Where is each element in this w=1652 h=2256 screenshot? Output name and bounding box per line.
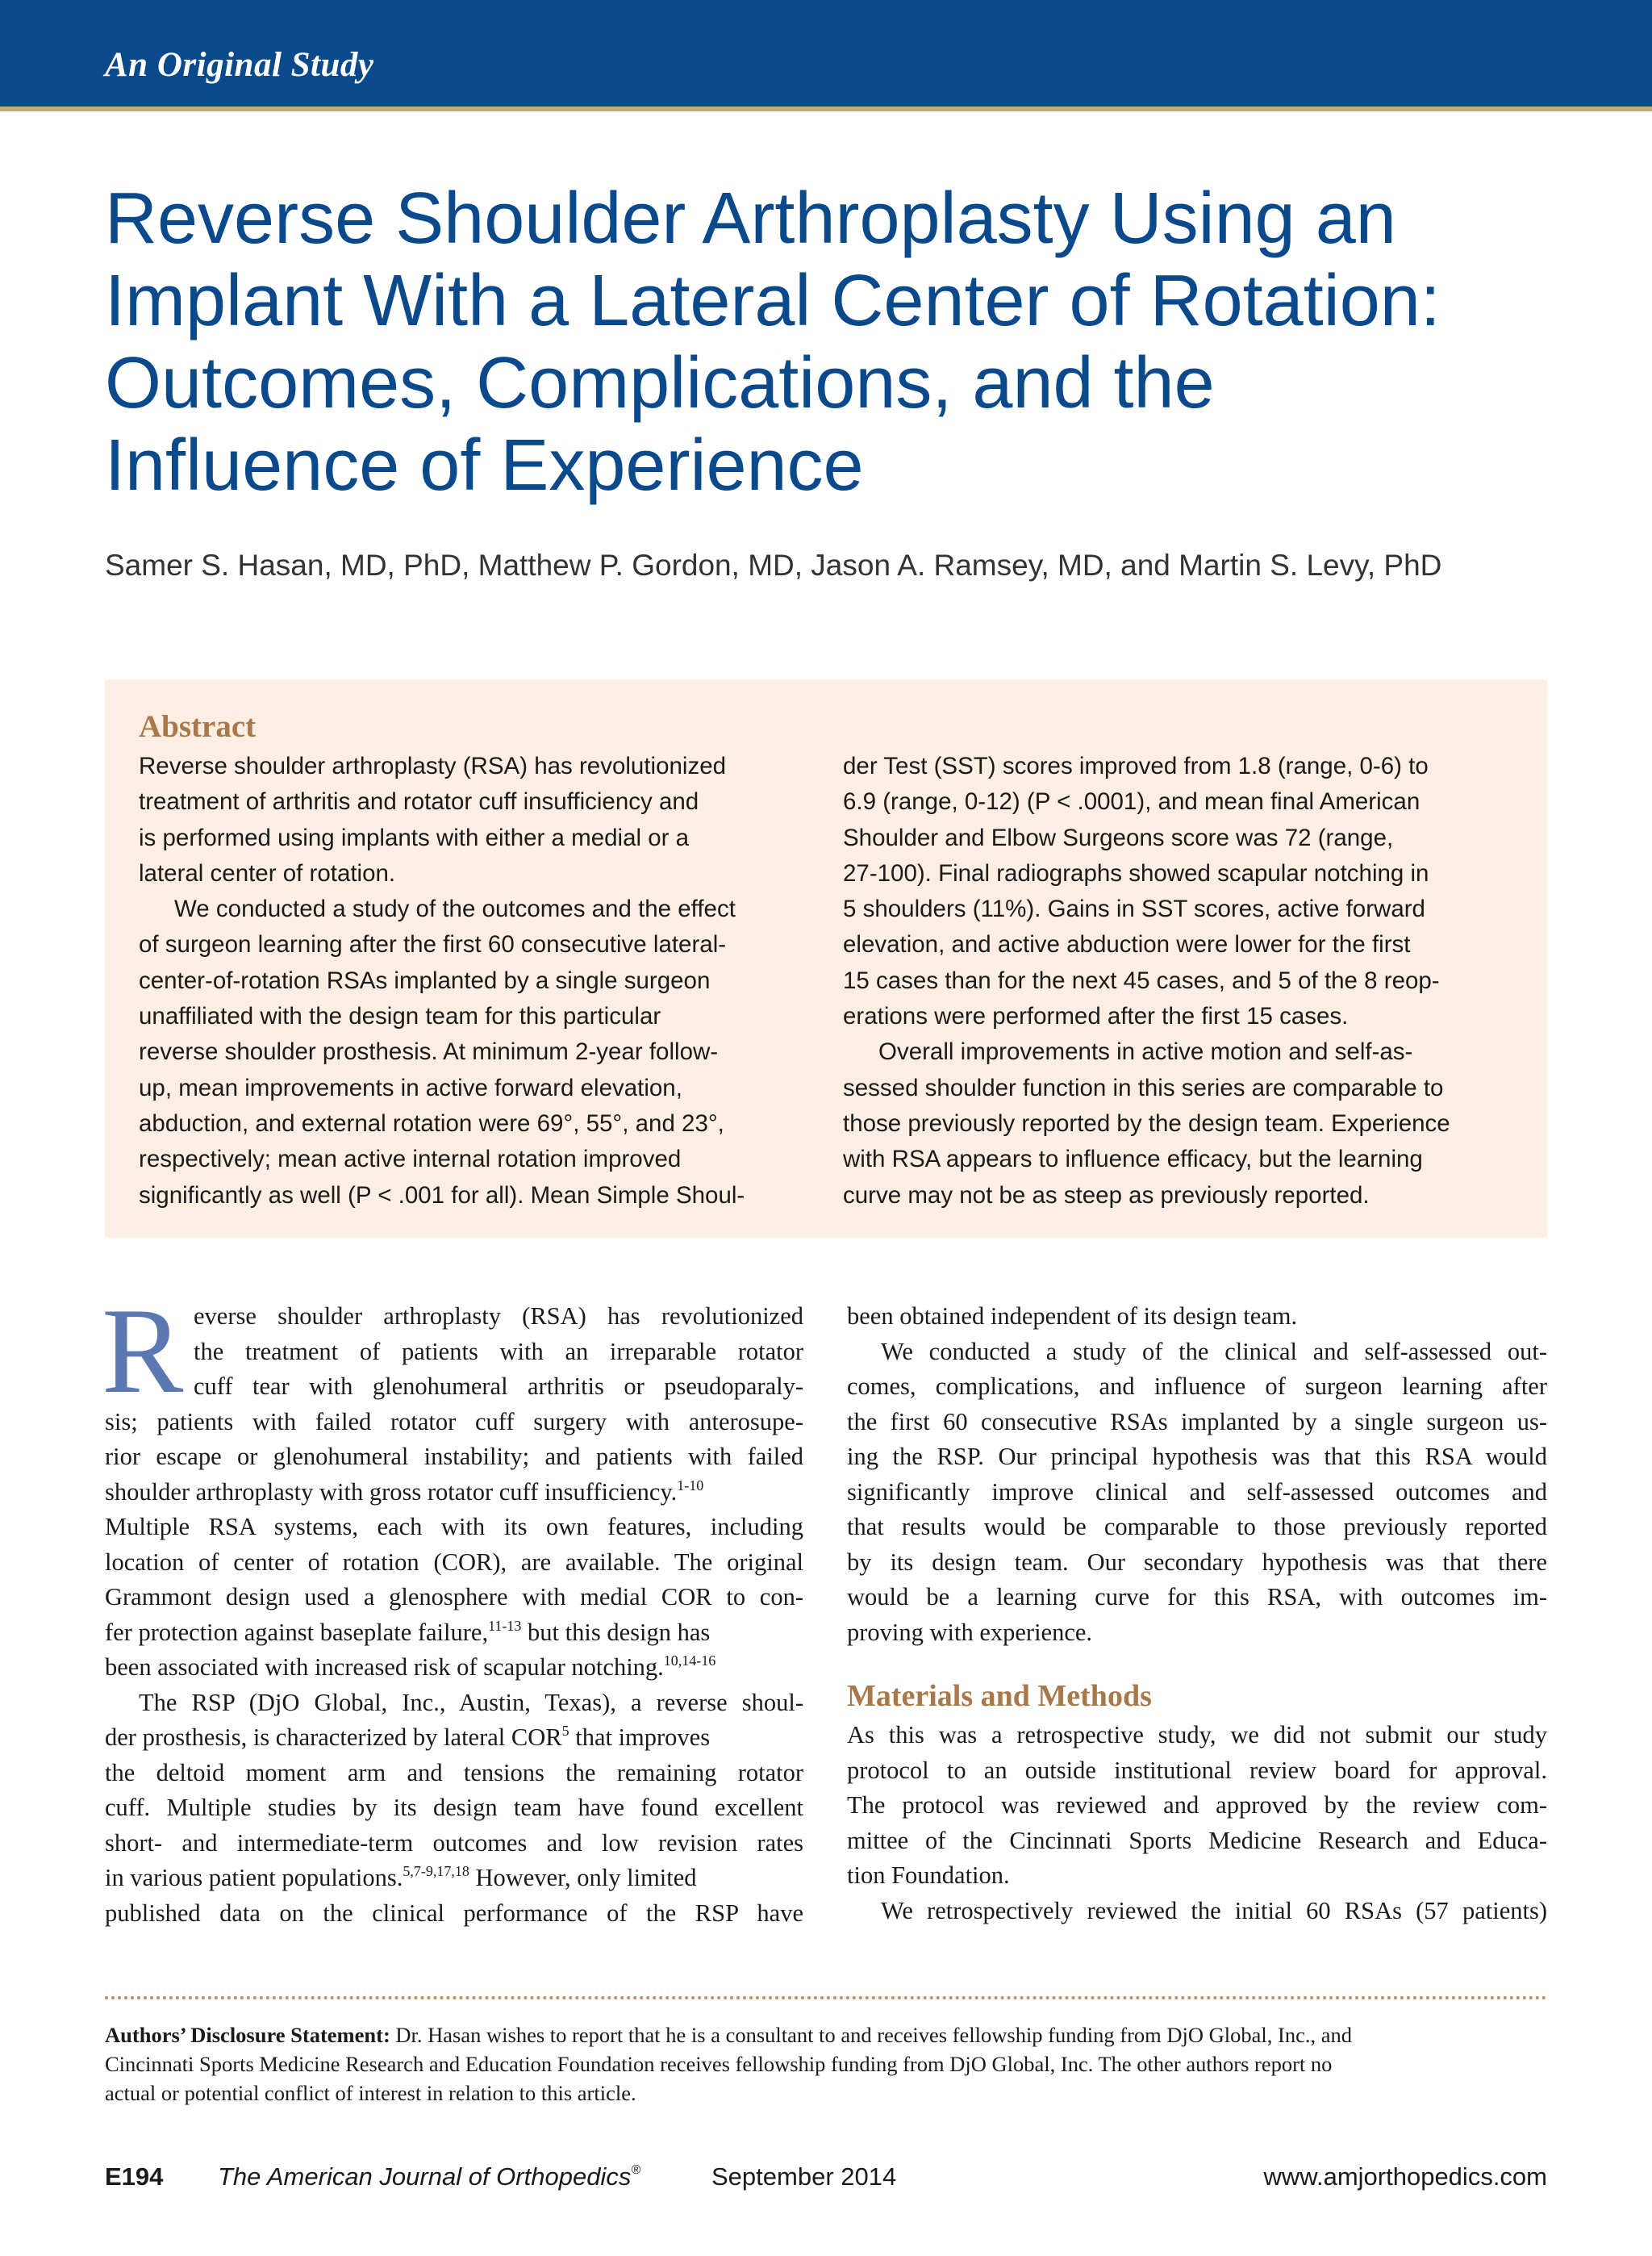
article-title <box>105 178 1573 507</box>
abstract-line: 5 shoulders (11%). Gains in SST scores, active forward <box>843 896 1425 923</box>
body-line: location of center of rotation (COR), are available. The original <box>105 1548 803 1576</box>
website-link[interactable]: www.amjorthopedics.com <box>1263 2162 1547 2191</box>
body-line: by its design team. Our secondary hypothesis was that there <box>847 1548 1547 1576</box>
abstract-line: 6.9 (range, 0-12) (P < .0001), and mean final American <box>843 788 1420 816</box>
body-text: in various patient populations. <box>105 1864 403 1891</box>
body-line: that results would be comparable to those previously reported <box>847 1513 1547 1540</box>
body-line: We retrospectively reviewed the initial 60 RSAs (57 patients) <box>881 1896 1547 1924</box>
disclosure-statement <box>105 2020 1549 2108</box>
abstract-line: up, mean improvements in active forward elevation, <box>139 1074 682 1101</box>
body-line: tion Foundation. <box>847 1861 1010 1889</box>
body-line: We conducted a study of the clinical and self-assessed out- <box>881 1337 1547 1365</box>
abstract-line: treatment of arthritis and rotator cuff insufficiency and <box>139 788 699 816</box>
reference-superscript: 11-13 <box>488 1617 522 1634</box>
body-line: proving with experience. <box>847 1618 1093 1646</box>
abstract-line: is performed using implants with either a medial or a <box>139 824 690 851</box>
abstract-line: Overall improvements in active motion and self-as- <box>878 1038 1413 1066</box>
body-line <box>105 1615 803 1651</box>
title-line: Implant With a Lateral Center of Rotation: <box>105 261 1441 341</box>
disclosure-label: Authors’ Disclosure Statement: <box>105 2023 390 2047</box>
abstract-line: with RSA appears to influence efficacy, but the learning <box>843 1146 1423 1173</box>
reference-superscript: 5 <box>561 1723 569 1739</box>
dotted-divider <box>105 1996 1547 1999</box>
abstract-line: Shoulder and Elbow Surgeons score was 72 (range, <box>843 824 1394 851</box>
body-line: As this was a retrospective study, we did not submit our study <box>847 1721 1547 1748</box>
body-text: been associated with increased risk of scapular notching. <box>105 1653 664 1681</box>
abstract-line: lateral center of rotation. <box>139 859 396 887</box>
body-text: that improves <box>569 1723 711 1751</box>
abstract-line: of surgeon learning after the first 60 consecutive lateral- <box>139 931 727 959</box>
reference-superscript: 5,7-9,17,18 <box>403 1863 469 1879</box>
title-line: Influence of Experience <box>105 425 864 506</box>
disclosure-line: Cincinnati Sports Medicine Research and Education Foundation receives fellowship funding from DjO Global, Inc. The other authors report no <box>105 2052 1333 2076</box>
abstract-line: significantly as well (P < .001 for all). Mean Simple Shoul- <box>139 1181 745 1209</box>
abstract-line: those previously reported by the design team. Experience <box>843 1109 1450 1137</box>
section-heading-methods: Materials and Methods <box>847 1679 1152 1713</box>
title-line: Reverse Shoulder Arthroplasty Using an <box>105 178 1396 259</box>
abstract-line: abduction, and external rotation were 69°, 55°, and 23°, <box>139 1109 724 1137</box>
abstract-line: reverse shoulder prosthesis. At minimum 2-year follow- <box>139 1038 719 1066</box>
abstract-line: sessed shoulder function in this series are comparable to <box>843 1074 1444 1101</box>
abstract-heading: Abstract <box>139 709 257 744</box>
abstract-box <box>105 679 1547 1238</box>
abstract-line: 27-100). Final radiographs showed scapular notching in <box>843 859 1429 887</box>
abstract-line: 15 cases than for the next 45 cases, and 5 of the 8 reop- <box>843 967 1440 994</box>
abstract-line: respectively; mean active internal rotation improved <box>139 1146 682 1173</box>
abstract-line: elevation, and active abduction were lower for the first <box>843 931 1411 959</box>
journal-name <box>218 2162 640 2191</box>
abstract-column-left <box>139 749 824 1214</box>
drop-cap: R <box>102 1283 184 1418</box>
body-line: significantly improve clinical and self-assessed outcomes and <box>847 1477 1547 1506</box>
body-line: comes, complications, and influence of surgeon learning after <box>847 1372 1547 1400</box>
registered-mark: ® <box>631 2163 641 2177</box>
body-line <box>105 1861 803 1896</box>
body-line: The RSP (DjO Global, Inc., Austin, Texas), a reverse shoul- <box>139 1688 803 1716</box>
reference-superscript: 1-10 <box>677 1477 704 1494</box>
author-list: Samer S. Hasan, MD, PhD, Matthew P. Gordon, MD, Jason A. Ramsey, MD, and Martin S. Levy, PhD <box>105 549 1442 582</box>
body-line: cuff. Multiple studies by its design team have found excellent <box>105 1794 803 1821</box>
body-line: been obtained independent of its design team. <box>847 1302 1298 1330</box>
body-line <box>105 1720 803 1756</box>
title-line: Outcomes, Complications, and the <box>105 343 1215 424</box>
page-number: E194 <box>105 2162 164 2191</box>
header-bar <box>0 0 1652 111</box>
body-line: everse shoulder arthroplasty (RSA) has revolutionized <box>194 1302 803 1330</box>
abstract-line: Reverse shoulder arthroplasty (RSA) has revolutionized <box>139 753 727 779</box>
body-line: the treatment of patients with an irreparable rotator <box>194 1337 803 1365</box>
body-line: Grammont design used a glenosphere with medial COR to con- <box>105 1583 803 1611</box>
body-text: der prosthesis, is characterized by lateral COR <box>105 1723 562 1751</box>
body-line: mittee of the Cincinnati Sports Medicine Research and Educa- <box>847 1826 1547 1854</box>
abstract-column-right <box>843 749 1529 1214</box>
abstract-line: center-of-rotation RSAs implanted by a single surgeon <box>139 967 711 994</box>
section-label: An Original Study <box>105 46 374 84</box>
body-line <box>105 1650 803 1686</box>
body-column-right <box>847 1299 1547 1928</box>
journal-title: The American Journal of Orthopedics <box>218 2162 632 2191</box>
issue-date: September 2014 <box>711 2162 897 2191</box>
body-column-left <box>102 1283 803 1931</box>
body-text: shoulder arthroplasty with gross rotator cuff insufficiency. <box>105 1477 678 1506</box>
body-line: short- and intermediate-term outcomes and low revision rates <box>105 1828 803 1857</box>
body-text: but this design has <box>521 1618 711 1646</box>
reference-superscript: 10,14-16 <box>663 1652 716 1669</box>
page-footer <box>105 2162 1547 2198</box>
body-line: sis; patients with failed rotator cuff surgery with anterosupe- <box>105 1407 803 1435</box>
body-line: cuff tear with glenohumeral arthritis or pseudoparaly- <box>194 1372 803 1400</box>
body-line: protocol to an outside institutional review board for approval. <box>847 1756 1547 1784</box>
body-text: However, only limited <box>469 1864 697 1891</box>
body-line: the first 60 consecutive RSAs implanted by a single surgeon us- <box>847 1407 1547 1435</box>
disclosure-text: Dr. Hasan wishes to report that he is a consultant to and receives fellowship funding from DjO Global, Inc., and <box>390 2023 1352 2047</box>
body-line: rior escape or glenohumeral instability; and patients with failed <box>105 1443 803 1470</box>
abstract-line: We conducted a study of the outcomes and the effect <box>174 896 736 923</box>
body-line: published data on the clinical performance of the RSP have <box>105 1899 803 1927</box>
abstract-line: curve may not be as steep as previously reported. <box>843 1181 1370 1209</box>
disclosure-line: actual or potential conflict of interest in relation to this article. <box>105 2081 636 2105</box>
body-line: the deltoid moment arm and tensions the remaining rotator <box>105 1758 803 1786</box>
body-text: fer protection against baseplate failure, <box>105 1618 489 1646</box>
body-line: ing the RSP. Our principal hypothesis was that this RSA would <box>847 1443 1547 1470</box>
abstract-line: erations were performed after the first 15 cases. <box>843 1003 1349 1030</box>
disclosure-line <box>105 2020 1549 2049</box>
abstract-line: der Test (SST) scores improved from 1.8 (range, 0-6) to <box>843 753 1429 779</box>
body-line <box>105 1475 803 1510</box>
body-line: The protocol was reviewed and approved by the review com- <box>847 1791 1547 1819</box>
abstract-line: unaffiliated with the design team for this particular <box>139 1003 661 1030</box>
body-line: Multiple RSA systems, each with its own features, including <box>105 1513 803 1540</box>
body-line: would be a learning curve for this RSA, with outcomes im- <box>847 1583 1547 1611</box>
